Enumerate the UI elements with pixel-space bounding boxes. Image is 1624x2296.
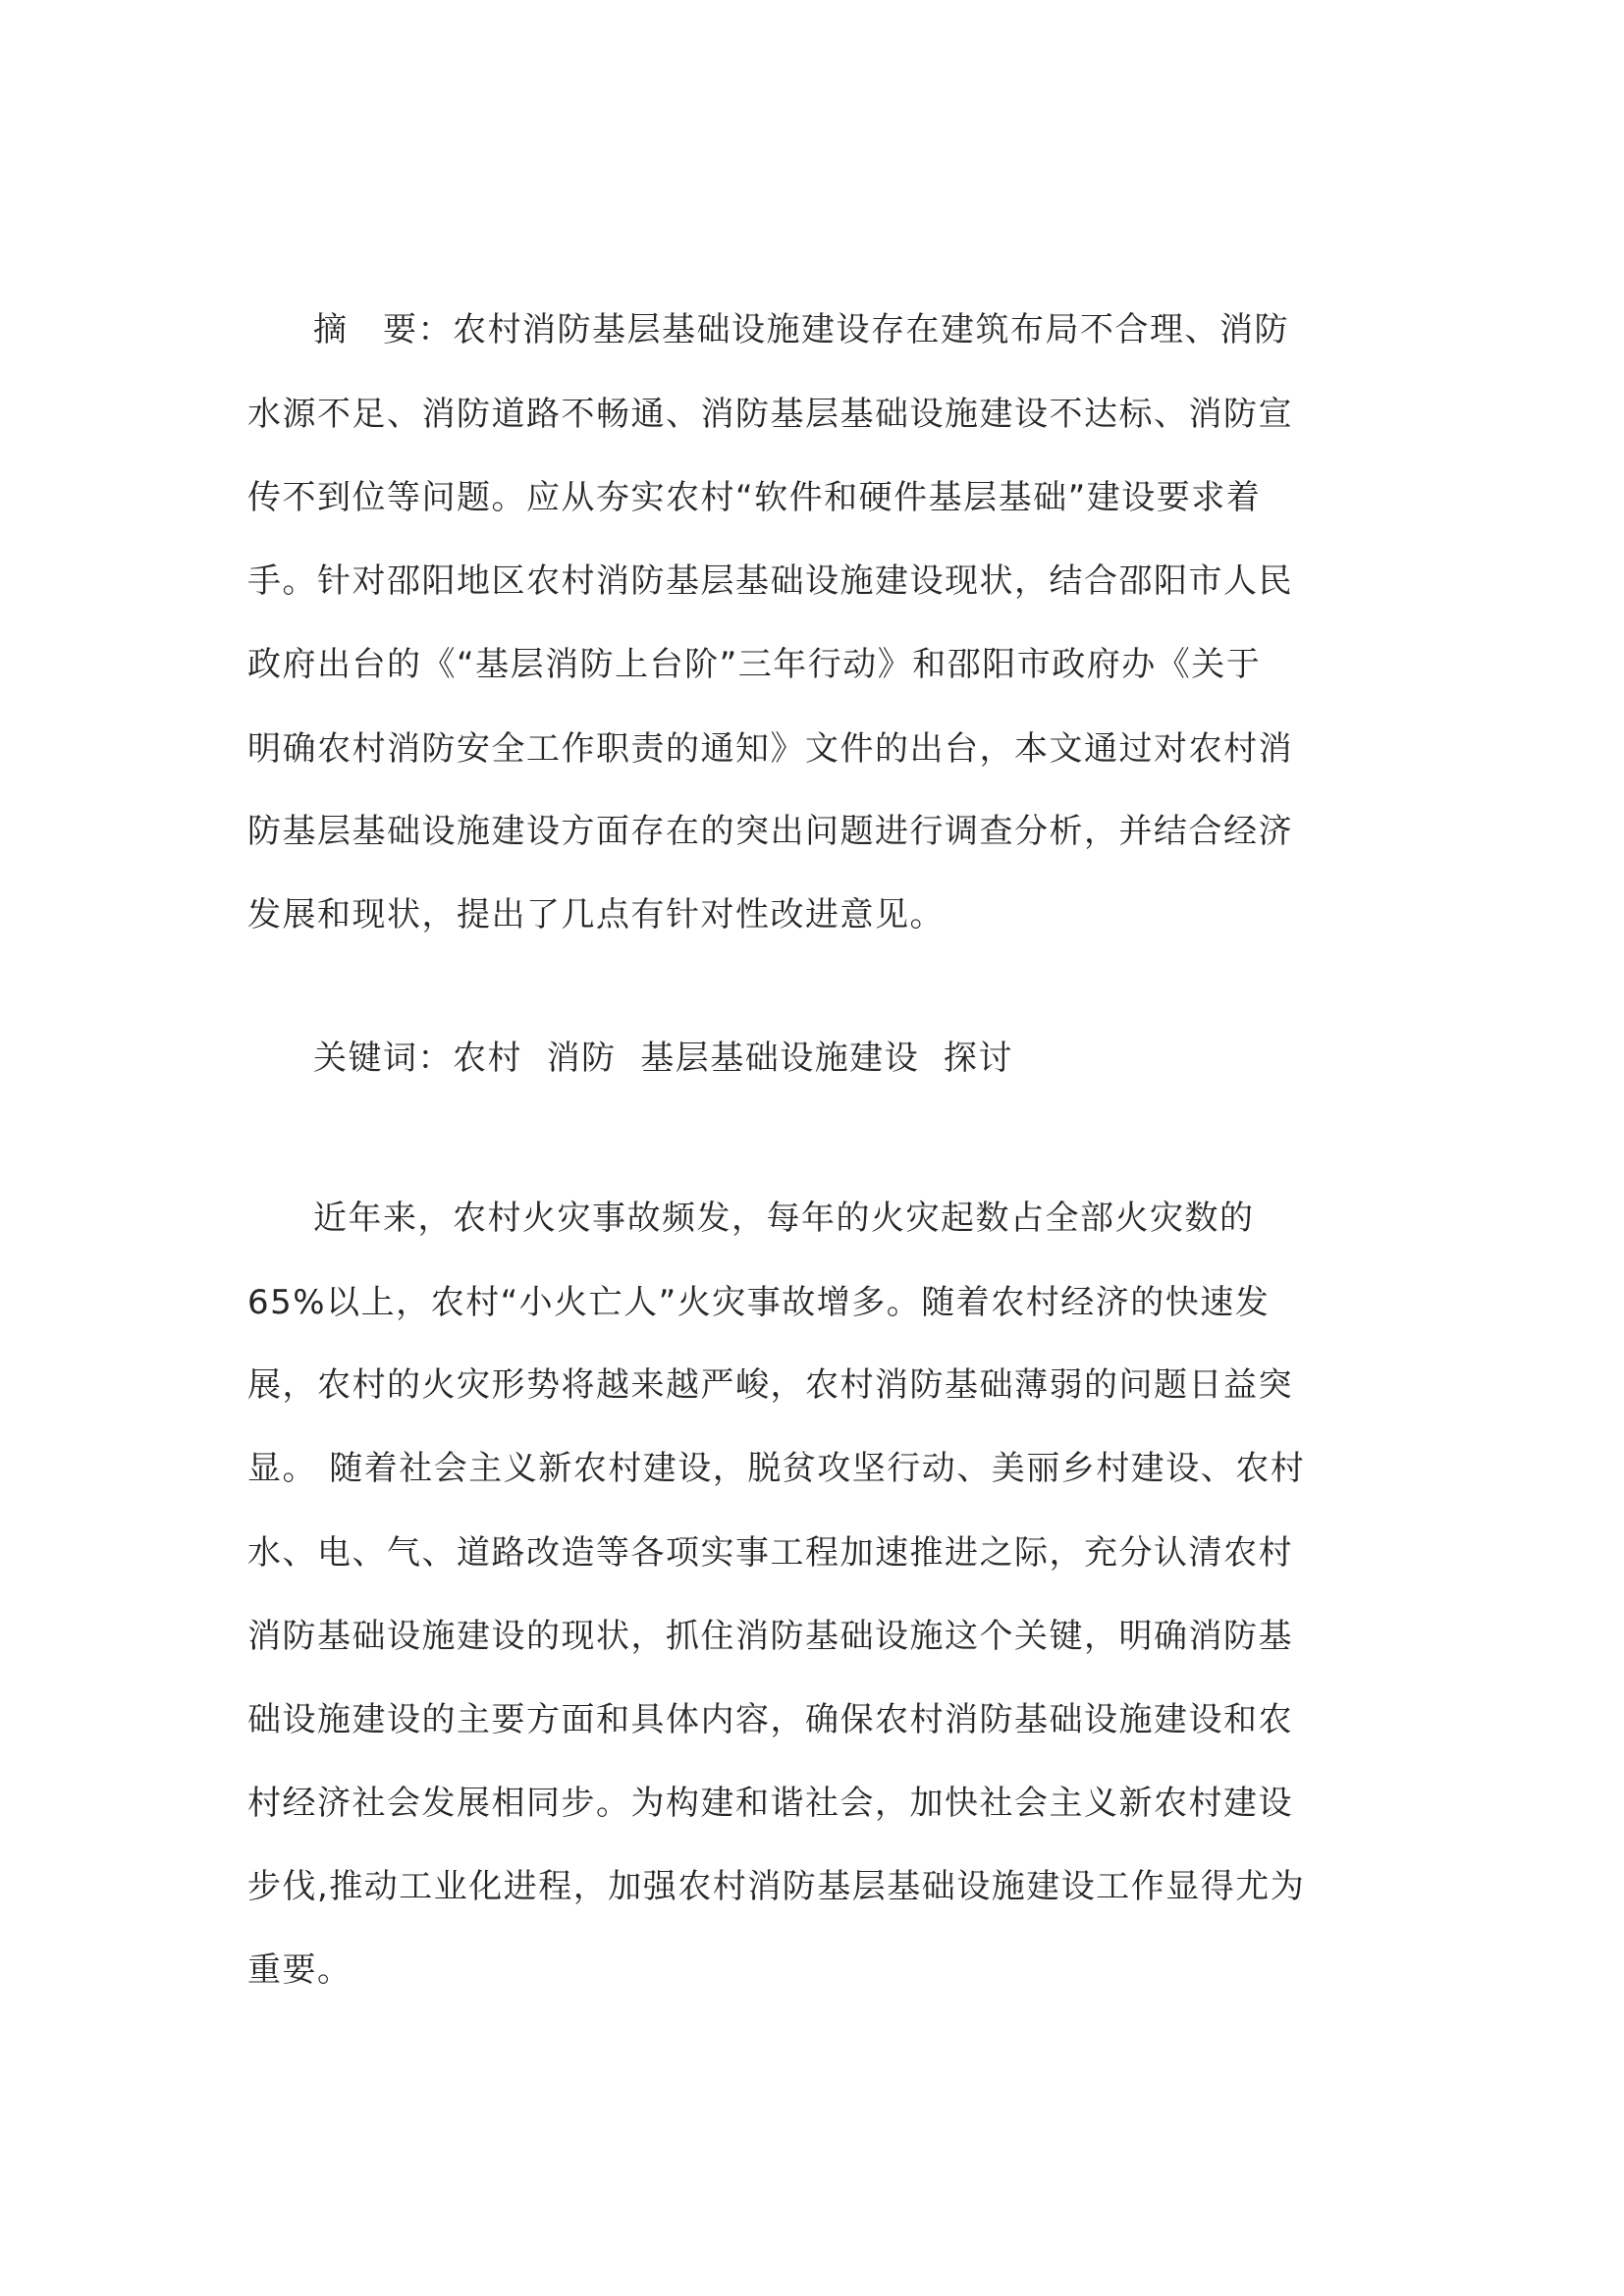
body-line: 础设施建设的主要方面和具体内容，确保农村消防基础设施建设和农 — [247, 1700, 1293, 1739]
body-line: 展，农村的火灾形势将越来越严峻，农村消防基础薄弱的问题日益突 — [247, 1365, 1293, 1405]
body-line: 重要。 — [247, 1950, 352, 1990]
abstract-line: 摘 要：农村消防基层基础设施建设存在建筑布局不合理、消防 — [313, 310, 1289, 349]
body-line: 村经济社会发展相同步。为构建和谐社会，加快社会主义新农村建设 — [247, 1784, 1293, 1823]
abstract-line: 政府出台的《“基层消防上台阶”三年行动》和邵阳市政府办《关于 — [247, 645, 1262, 684]
abstract-line: 明确农村消防安全工作职责的通知》文件的出台，本文通过对农村消 — [247, 729, 1293, 769]
abstract-line: 防基层基础设施建设方面存在的突出问题进行调查分析，并结合经济 — [247, 812, 1293, 851]
body-line: 显。 随着社会主义新农村建设，脱贫攻坚行动、美丽乡村建设、农村 — [247, 1449, 1306, 1488]
body-line: 消防基础设施建设的现状，抓住消防基础设施这个关键，明确消防基 — [247, 1617, 1293, 1656]
keywords-line: 关键词：农村 消防 基层基础设施建设 探讨 — [313, 1039, 1013, 1078]
body-line: 水、电、气、道路改造等各项实事工程加速推进之际，充分认清农村 — [247, 1533, 1293, 1573]
abstract-line: 发展和现状，提出了几点有针对性改进意见。 — [247, 895, 945, 934]
body-line: 步伐,推动工业化进程，加强农村消防基层基础设施建设工作显得尤为 — [247, 1867, 1306, 1906]
body-line: 65%以上，农村“小火亡人”火灾事故增多。随着农村经济的快速发 — [247, 1283, 1271, 1322]
abstract-line: 水源不足、消防道路不畅通、消防基层基础设施建设不达标、消防宣 — [247, 395, 1293, 434]
body-line: 近年来，农村火灾事故频发，每年的火灾起数占全部火灾数的 — [313, 1199, 1255, 1238]
abstract-line: 传不到位等问题。应从夯实农村“软件和硬件基层基础”建设要求着 — [247, 478, 1262, 517]
abstract-line: 手。针对邵阳地区农村消防基层基础设施建设现状，结合邵阳市人民 — [247, 561, 1293, 601]
